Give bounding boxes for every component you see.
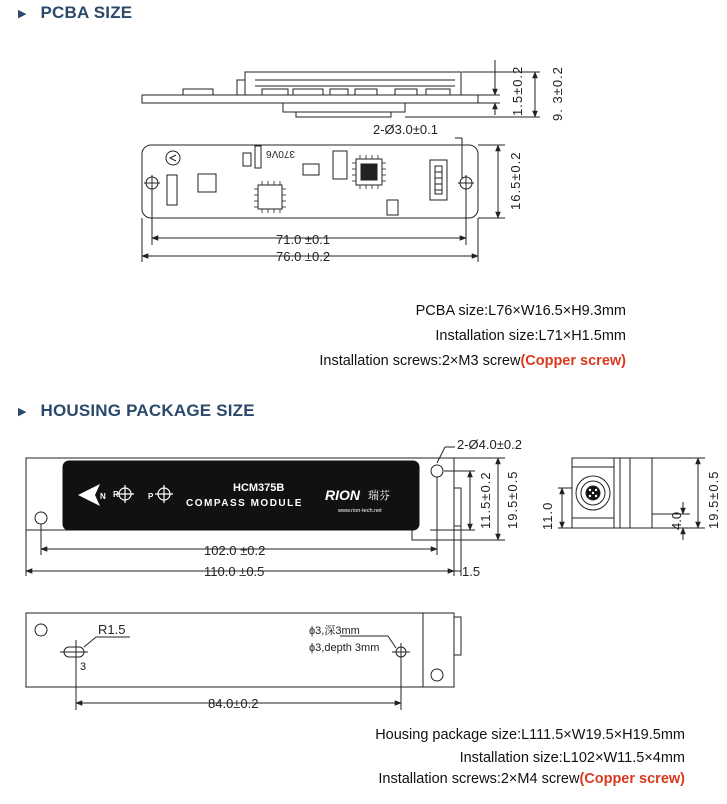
dim-pcba-w165: 16.5±0.2 [508,151,523,210]
label-n: N [100,492,106,501]
housing-spec-install: Installation size:L102×W11.5×4mm [459,750,685,766]
dim-pcba-l76: 76.0 ±0.2 [276,249,331,264]
dim-housing-h195b: 19.5±0.5 [706,470,721,529]
housing-spec-size: Housing package size:L111.5×W19.5×H19.5mm [375,727,685,743]
dim-housing-h40: 4.0 [669,511,684,530]
dim-pcba-holes: 2-Ø3.0±0.1 [373,122,438,137]
housing-spec-screws [378,771,685,787]
dim-housing-h110: 11.0 [540,501,555,530]
chip-marking: 370V6 [266,148,295,159]
dim-housing-hole-en: ϕ3,depth 3mm [309,642,380,654]
dim-pcba-l71: 71.0 ±0.1 [276,232,331,247]
housing-section-title: HOUSING PACKAGE SIZE [40,401,255,420]
dim-housing-l102: 102.0 ±0.2 [204,543,266,558]
dim-housing-hole-cn: ϕ3,深3mm [309,625,360,637]
pcba-spec-screws [319,353,626,369]
brand-logo-text: RION [325,487,360,503]
housing-screws-note: (Copper screw) [579,771,685,787]
housing-screws-text: Installation screws:2×M4 screw [378,771,580,787]
housing-drawing [0,425,727,725]
triangle-bullet-icon: ▶ [18,405,27,418]
dim-housing-h115: 11.5±0.2 [478,471,493,529]
pcba-spec-install: Installation size:L71×H1.5mm [435,328,626,344]
pcba-spec-size: PCBA size:L76×W16.5×H9.3mm [415,303,626,319]
dim-housing-holes: 2-Ø4.0±0.2 [457,437,522,452]
dim-housing-h195a: 19.5±0.5 [505,470,520,529]
pcba-screws-text: Installation screws:2×M3 screw [319,353,521,369]
housing-section-header [18,401,255,421]
housing-front-view [26,447,505,576]
label-model: HCM375B [233,482,285,494]
dim-housing-slot3: 3 [80,661,87,673]
label-r: R [113,490,119,499]
dim-housing-d15: 1.5 [462,564,481,579]
dim-housing-l84: 84.0±0.2 [208,696,259,711]
dim-pcba-h93: 9. 3±0.2 [550,66,565,121]
pcba-section-title: PCBA SIZE [40,3,133,22]
label-p: P [148,492,154,501]
brand-url: www.rion-tech.net [338,508,382,514]
triangle-bullet-icon: ▶ [18,7,27,20]
pcba-side-view [142,60,540,117]
pcba-screws-note: (Copper screw) [520,353,626,369]
dim-housing-l110: 110.0 ±0.5 [204,564,265,579]
pcba-drawing [0,0,727,300]
dim-housing-r15: R1.5 [98,622,126,637]
brand-logo-cn: 瑞芬 [368,490,390,502]
label-name: COMPASS MODULE [186,498,303,509]
dim-pcba-h15: 1.5±0.2 [510,65,525,116]
